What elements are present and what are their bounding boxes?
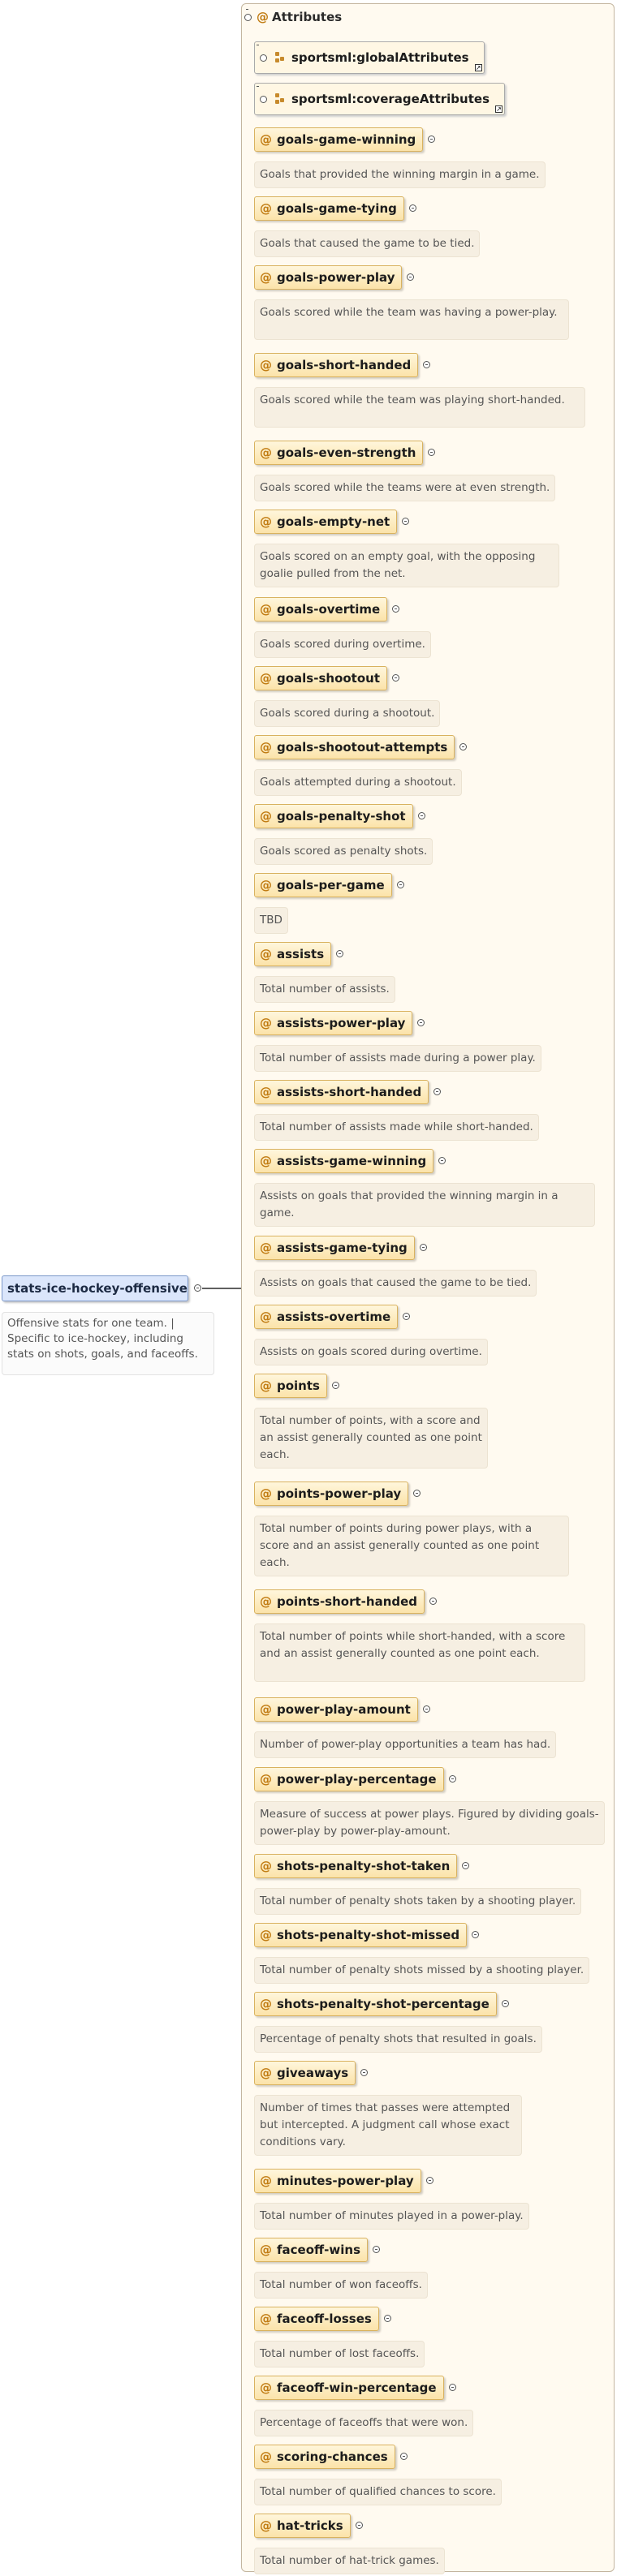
at-sign-icon: @ [257, 9, 269, 24]
attribute-documentation: Total number of points, with a score and an assist generally counted as one point each. [254, 1408, 488, 1469]
at-sign-icon: @ [260, 2242, 272, 2257]
at-sign-icon: @ [260, 357, 272, 372]
attribute-group-icon [275, 52, 287, 63]
attribute-documentation: Goals that caused the game to be tied. [254, 230, 480, 257]
at-sign-icon: @ [260, 1378, 272, 1393]
at-sign-icon: @ [260, 514, 272, 529]
attribute-documentation: Goals scored while the teams were at even strength. [254, 475, 555, 501]
expand-icon[interactable] [420, 1244, 427, 1251]
reference-arrow-icon[interactable]: ↗ [475, 64, 481, 71]
expand-icon[interactable] [373, 2246, 380, 2253]
attribute-documentation: TBD [254, 907, 288, 934]
at-sign-icon: @ [260, 1996, 272, 2011]
attribute-box[interactable] [254, 1589, 425, 1614]
at-sign-icon: @ [260, 1701, 272, 1717]
attribute-documentation: Goals scored during overtime. [254, 631, 431, 658]
at-sign-icon: @ [260, 808, 272, 824]
at-sign-icon: @ [260, 1084, 272, 1099]
attribute-name: giveaways [277, 2066, 349, 2080]
attribute-name: assists-power-play [277, 1016, 406, 1030]
attribute-box[interactable] [254, 1149, 433, 1173]
attribute-box[interactable] [254, 735, 455, 759]
attribute-documentation: Total number of assists made while short-handed. [254, 1114, 539, 1141]
at-sign-icon: @ [260, 1858, 272, 1873]
attribute-box[interactable] [254, 2238, 368, 2262]
attribute-name: scoring-chances [277, 2449, 388, 2464]
attribute-name: points-short-handed [277, 1594, 418, 1609]
attribute-name: faceoff-win-percentage [277, 2380, 437, 2395]
expand-icon[interactable] [260, 54, 267, 62]
at-sign-icon: @ [260, 1593, 272, 1609]
attribute-name: assists-overtime [277, 1310, 391, 1324]
at-sign-icon: @ [260, 946, 272, 961]
attribute-box[interactable] [254, 1080, 429, 1104]
attribute-documentation: Total number of lost faceoffs. [254, 2341, 425, 2367]
attribute-box[interactable] [254, 2169, 421, 2193]
attribute-name: goals-power-play [277, 270, 395, 285]
expand-icon[interactable] [429, 1598, 437, 1605]
attribute-box[interactable] [254, 441, 423, 465]
attribute-name: faceoff-wins [277, 2243, 361, 2257]
attributes-header[interactable] [244, 6, 342, 28]
attribute-name: goals-overtime [277, 602, 381, 617]
attribute-box[interactable] [254, 2376, 444, 2400]
attribute-documentation: Number of power-play opportunities a team has had. [254, 1731, 556, 1758]
attribute-box[interactable] [254, 127, 423, 152]
attribute-name: shots-penalty-shot-percentage [277, 1997, 490, 2011]
reference-arrow-icon[interactable]: ↗ [496, 105, 502, 113]
expand-icon[interactable] [397, 881, 404, 888]
attribute-documentation: Goals attempted during a shootout. [254, 769, 462, 796]
at-sign-icon: @ [260, 1240, 272, 1255]
attribute-box[interactable] [254, 1767, 444, 1791]
element-name: stats-ice-hockey-offensive [7, 1281, 188, 1296]
at-sign-icon: @ [260, 2065, 272, 2080]
attribute-name: power-play-amount [277, 1702, 411, 1717]
at-sign-icon: @ [260, 200, 272, 216]
expand-icon[interactable] [449, 2384, 456, 2391]
at-sign-icon: @ [260, 739, 272, 755]
expand-icon[interactable] [449, 1775, 456, 1783]
at-sign-icon: @ [260, 1015, 272, 1030]
attribute-documentation: Number of times that passes were attempted but intercepted. A judgment call whose exact conditions vary. [254, 2095, 522, 2156]
attribute-box[interactable] [254, 597, 387, 621]
expand-icon[interactable] [356, 2522, 363, 2529]
attribute-box[interactable] [254, 1374, 327, 1398]
attribute-box[interactable] [254, 196, 404, 221]
attribute-box[interactable] [254, 1697, 418, 1722]
attribute-documentation: Total number of qualified chances to score. [254, 2479, 502, 2505]
attribute-name: shots-penalty-shot-missed [277, 1928, 460, 1942]
expand-icon[interactable] [423, 1705, 430, 1713]
attribute-group-box[interactable] [254, 83, 505, 115]
attribute-documentation: Total number of points during power plays, with a score and an assist generally counted as one point each. [254, 1516, 569, 1576]
attributes-collapse-icon[interactable] [244, 14, 252, 21]
attribute-name: assists-game-tying [277, 1241, 408, 1255]
attribute-documentation: Assists on goals scored during overtime. [254, 1339, 488, 1365]
at-sign-icon: @ [260, 445, 272, 460]
element-documentation: Offensive stats for one team. | Specific to ice-hockey, including stats on shots, goals, and faceoffs. [2, 1312, 214, 1375]
expand-icon[interactable] [384, 2315, 391, 2322]
attribute-documentation: Goals scored while the team was playing short-handed. [254, 387, 585, 428]
attribute-box[interactable] [254, 873, 392, 897]
at-sign-icon: @ [260, 1927, 272, 1942]
attribute-documentation: Percentage of faceoffs that were won. [254, 2410, 473, 2436]
attribute-name: goals-even-strength [277, 445, 416, 460]
expand-icon[interactable] [392, 674, 399, 682]
attribute-group-name: sportsml:coverageAttributes [291, 92, 490, 106]
attribute-documentation: Goals scored during a shootout. [254, 700, 440, 727]
attribute-box[interactable] [254, 353, 418, 377]
at-sign-icon: @ [260, 131, 272, 147]
attribute-box[interactable] [254, 510, 397, 534]
element-collapse-icon[interactable] [194, 1284, 201, 1292]
attribute-name: goals-game-tying [277, 201, 397, 216]
expand-icon[interactable] [260, 96, 267, 103]
attribute-name: points [277, 1378, 320, 1393]
attribute-name: goals-penalty-shot [277, 809, 406, 824]
attribute-box[interactable] [254, 265, 402, 290]
attribute-name: goals-shootout [277, 671, 381, 686]
at-sign-icon: @ [260, 1153, 272, 1168]
attribute-name: goals-shootout-attempts [277, 740, 448, 755]
attribute-documentation: Total number of minutes played in a power-play. [254, 2203, 529, 2230]
attribute-documentation: Goals scored on an empty goal, with the opposing goalie pulled from the net. [254, 544, 559, 587]
attribute-documentation: Total number of hat-trick games. [254, 2548, 445, 2574]
attribute-box[interactable] [254, 1236, 415, 1260]
connector-line [202, 1288, 242, 1289]
attribute-documentation: Assists on goals that provided the winning margin in a game. [254, 1183, 595, 1227]
attribute-name: power-play-percentage [277, 1772, 437, 1787]
attribute-documentation: Percentage of penalty shots that resulted in goals. [254, 2026, 542, 2053]
attribute-group-name: sportsml:globalAttributes [291, 50, 469, 65]
attribute-box[interactable] [254, 666, 387, 690]
attribute-documentation: Total number of assists. [254, 976, 395, 1003]
attribute-name: minutes-power-play [277, 2174, 414, 2188]
attribute-name: assists [277, 947, 325, 961]
expand-icon[interactable] [426, 2177, 433, 2184]
attribute-box[interactable] [254, 2514, 351, 2538]
at-sign-icon: @ [260, 269, 272, 285]
attribute-box[interactable] [254, 1011, 412, 1035]
expand-icon[interactable] [418, 812, 425, 819]
at-sign-icon: @ [260, 2449, 272, 2464]
attribute-box[interactable] [254, 1854, 457, 1878]
at-sign-icon: @ [260, 1771, 272, 1787]
attributes-header-label: Attributes [272, 10, 343, 24]
attribute-name: assists-game-winning [277, 1154, 427, 1168]
attribute-documentation: Assists on goals that caused the game to be tied. [254, 1270, 537, 1297]
at-sign-icon: @ [260, 877, 272, 892]
attribute-documentation: Goals scored as penalty shots. [254, 838, 433, 865]
attribute-box[interactable] [254, 1992, 497, 2016]
attribute-documentation: Total number of assists made during a power play. [254, 1045, 541, 1072]
at-sign-icon: @ [260, 601, 272, 617]
attribute-name: faceoff-losses [277, 2312, 372, 2326]
at-sign-icon: @ [260, 2380, 272, 2395]
attribute-documentation: Total number of points while short-handed, with a score and an assist generally counted as one point each. [254, 1623, 585, 1682]
attribute-group-icon [275, 93, 287, 105]
attribute-box[interactable] [254, 1482, 408, 1506]
attribute-documentation: Total number of won faceoffs. [254, 2272, 428, 2299]
attribute-name: goals-per-game [277, 878, 385, 892]
attribute-box[interactable] [254, 804, 413, 828]
attribute-box[interactable] [254, 2307, 379, 2331]
attribute-documentation: Goals scored while the team was having a power-play. [254, 299, 569, 340]
attribute-name: points-power-play [277, 1486, 402, 1501]
attribute-name: goals-empty-net [277, 514, 390, 529]
attribute-name: goals-short-handed [277, 358, 412, 372]
attribute-name: assists-short-handed [277, 1085, 422, 1099]
attribute-documentation: Total number of penalty shots missed by a shooting player. [254, 1957, 589, 1984]
attribute-box[interactable] [254, 2445, 395, 2469]
attribute-box[interactable] [254, 1305, 398, 1329]
element-box[interactable] [2, 1275, 188, 1301]
at-sign-icon: @ [260, 1486, 272, 1501]
attribute-box[interactable] [254, 1923, 467, 1947]
attribute-box[interactable] [254, 942, 331, 966]
at-sign-icon: @ [260, 2173, 272, 2188]
expand-icon[interactable] [332, 1382, 339, 1389]
attribute-group-box[interactable] [254, 41, 485, 74]
expand-icon[interactable] [400, 2453, 408, 2460]
attribute-name: hat-tricks [277, 2518, 343, 2533]
attribute-documentation: Goals that provided the winning margin in a game. [254, 161, 546, 188]
at-sign-icon: @ [260, 670, 272, 686]
expand-icon[interactable] [409, 204, 416, 212]
attribute-name: shots-penalty-shot-taken [277, 1859, 451, 1873]
attribute-documentation: Measure of success at power plays. Figured by dividing goals-power-play by power-play-amount. [254, 1801, 605, 1845]
expand-icon[interactable] [502, 2000, 509, 2007]
at-sign-icon: @ [260, 1309, 272, 1324]
at-sign-icon: @ [260, 2518, 272, 2533]
attribute-name: goals-game-winning [277, 132, 416, 147]
at-sign-icon: @ [260, 2311, 272, 2326]
attribute-box[interactable] [254, 2061, 356, 2085]
attribute-documentation: Total number of penalty shots taken by a shooting player. [254, 1888, 581, 1915]
